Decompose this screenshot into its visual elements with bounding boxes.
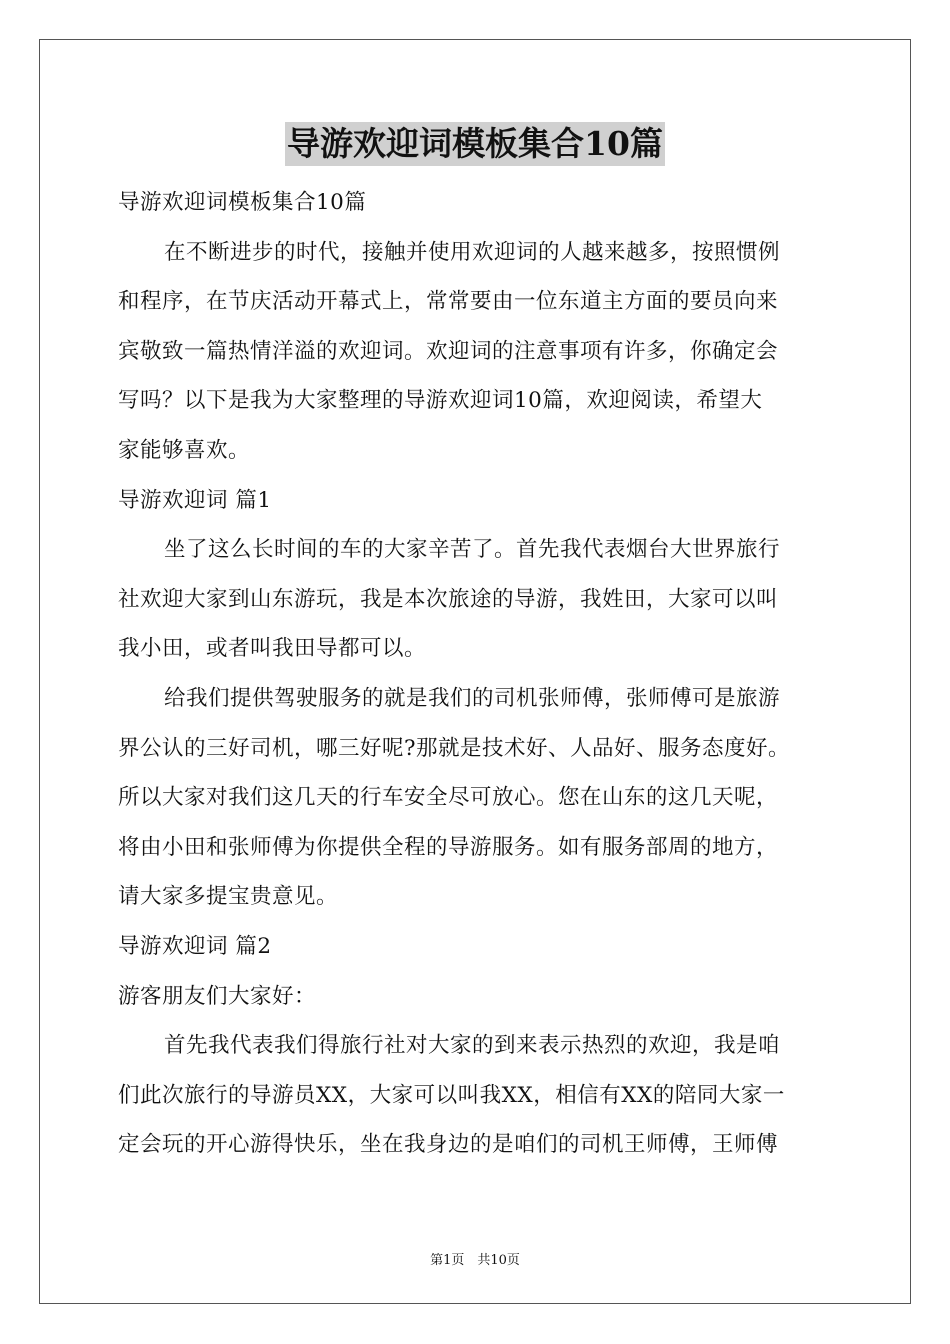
paragraph-line: 坐了这么长时间的车的大家辛苦了。首先我代表烟台大世界旅行 [164, 537, 781, 563]
paragraph-line: 们此次旅行的导游员XX，大家可以叫我XX，相信有XX的陪同大家一 [118, 1082, 785, 1108]
paragraph-line: 定会玩的开心游得快乐，坐在我身边的是咱们的司机王师傅，王师傅 [118, 1132, 779, 1158]
paragraph-line: 请大家多提宝贵意见。 [118, 884, 339, 910]
paragraph-line: 社欢迎大家到山东游玩，我是本次旅途的导游，我姓田，大家可以叫 [118, 586, 779, 612]
paragraph-line: 在不断进步的时代，接触并使用欢迎词的人越来越多，按照惯例 [164, 239, 781, 265]
paragraph-line: 我小田，或者叫我田导都可以。 [118, 636, 427, 662]
paragraph-line: 将由小田和张师傅为你提供全程的导游服务。如有服务部周的地方， [118, 834, 779, 860]
paragraph-line: 给我们提供驾驶服务的就是我们的司机张师傅，张师傅可是旅游 [164, 685, 781, 711]
paragraph-line: 所以大家对我们这几天的行车安全尽可放心。您在山东的这几天呢， [118, 785, 779, 811]
paragraph-line: 界公认的三好司机，哪三好呢?那就是技术好、人品好、服务态度好。 [118, 735, 791, 761]
paragraph-line: 和程序，在节庆活动开幕式上，常常要由一位东道主方面的要员向来 [118, 289, 779, 315]
paragraph-line: 首先我代表我们得旅行社对大家的到来表示热烈的欢迎，我是咱 [164, 1033, 781, 1059]
paragraph-line: 家能够喜欢。 [118, 437, 251, 463]
subtitle-line: 导游欢迎词模板集合10篇 [118, 190, 367, 215]
document-title: 导游欢迎词模板集合10篇 [285, 122, 665, 166]
section-heading-1: 导游欢迎词 篇1 [118, 487, 272, 513]
title-container [0, 122, 950, 166]
paragraph-line: 写吗？以下是我为大家整理的导游欢迎词10篇，欢迎阅读，希望大 [118, 388, 763, 414]
page-footer: 第1页 共10页 [430, 1253, 520, 1268]
greeting-line: 游客朋友们大家好： [118, 983, 317, 1009]
section-heading-2: 导游欢迎词 篇2 [118, 933, 272, 959]
document-body [118, 178, 838, 1170]
paragraph-line: 宾敬致一篇热情洋溢的欢迎词。欢迎词的注意事项有许多，你确定会 [118, 338, 779, 364]
